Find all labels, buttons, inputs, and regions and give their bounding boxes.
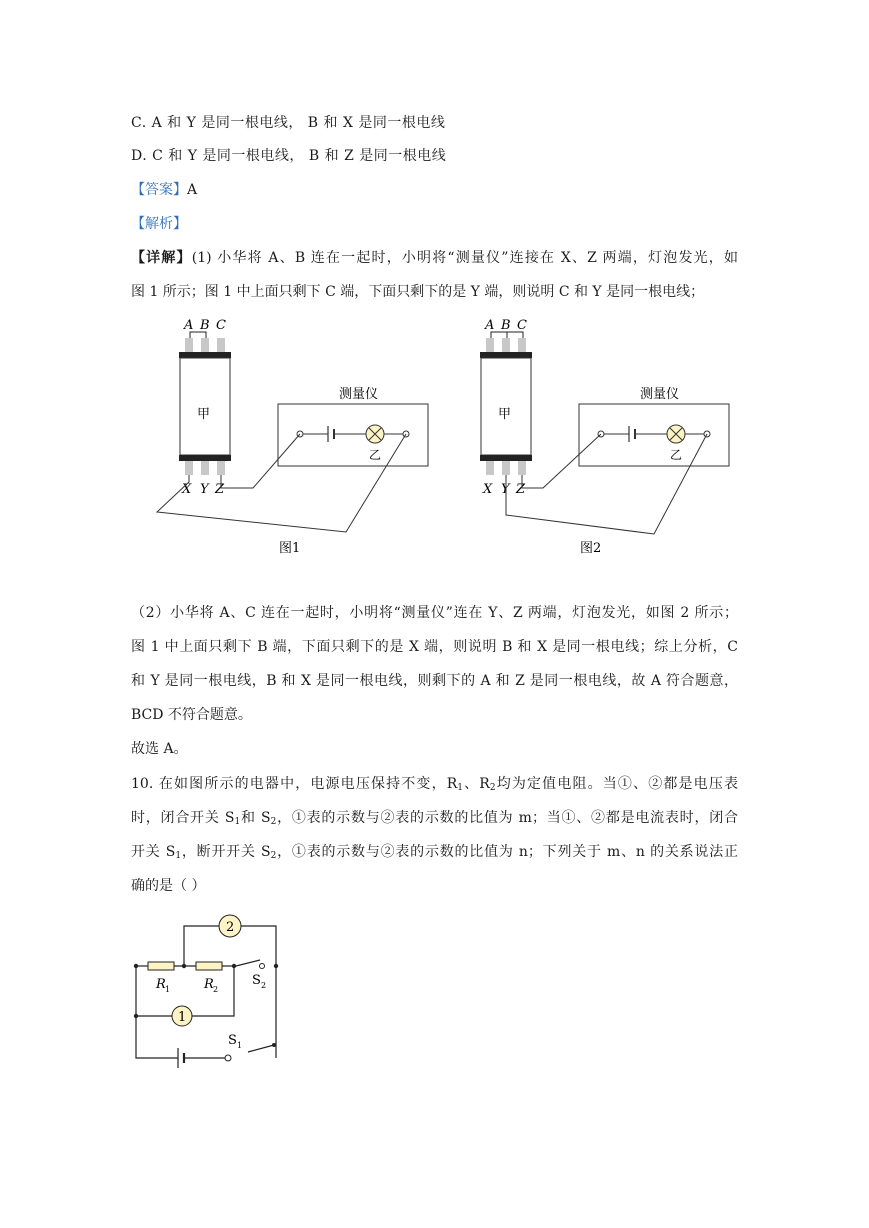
detail-p2-line2: 图 1 中上面只剩下 B 端，下面只剩下的是 X 端，则说明 B 和 X 是同一根电线；综上分析，C xyxy=(131,639,738,655)
fig1-meter-label: 测量仪 xyxy=(339,387,379,402)
s2-sub: 2 xyxy=(261,981,267,990)
fig1-lamp-label: 乙 xyxy=(369,448,382,462)
fig1-terminal-y: Y xyxy=(200,482,209,497)
q10-line2-b: 和 S xyxy=(240,810,271,826)
q10-line2-c: ，①表的示数与②表的示数的比值为 m；当①、②都是电流表时，闭合 xyxy=(276,810,739,826)
resistor-r1 xyxy=(148,962,174,970)
option-c: C. A 和 Y 是同一根电线， B 和 X 是同一根电线 xyxy=(131,115,446,131)
q10-line3-sub1: 1 xyxy=(175,851,182,861)
fig2-pin-y xyxy=(502,461,510,475)
fig1-pin-c xyxy=(217,338,225,352)
s1-contact xyxy=(225,1055,231,1061)
node-r2-right xyxy=(232,964,236,968)
fig1-terminal-c: C xyxy=(216,318,226,333)
circuit-right-wire xyxy=(241,926,276,1058)
node-left-mid xyxy=(134,1014,138,1018)
fig2-meter-node-right xyxy=(704,431,710,437)
fig1-box-label: 甲 xyxy=(197,407,211,422)
analysis-label: 【解析】 xyxy=(131,216,187,232)
fig1-pin-b xyxy=(201,338,209,352)
fig2-pin-x xyxy=(486,461,494,475)
figure-1 xyxy=(157,318,428,556)
q10-line2-a: 时，闭合开关 S xyxy=(131,810,235,826)
r1-sub: 1 xyxy=(165,985,171,994)
q10-line2-sub2: 2 xyxy=(270,817,277,827)
detail-p1-line1: (1) 小华将 A、B 连在一起时，小明将“测量仪”连接在 X、Z 两端，灯泡发光，如 xyxy=(191,250,738,266)
wiring-figures xyxy=(150,312,732,557)
q10-line1-sub1: 1 xyxy=(457,783,463,793)
q10-line3-sub2: 2 xyxy=(270,851,277,861)
fig1-terminal-x: X xyxy=(182,482,192,497)
detail-line-1 xyxy=(131,248,738,268)
fig1-terminal-b: B xyxy=(200,318,210,333)
s1-blade xyxy=(248,1045,274,1052)
resistor-r2 xyxy=(196,962,222,970)
q10-line3-c: ，①表的示数与②表的示数的比值为 n；下列关于 m、n 的关系说法正 xyxy=(276,844,738,860)
fig2-pin-a xyxy=(486,338,494,352)
q10-line1-b: 、R xyxy=(463,776,490,792)
q10-line3 xyxy=(131,842,738,866)
fig2-terminal-y: Y xyxy=(501,482,510,497)
detail-p2-line1: （2）小华将 A、C 连在一起时，小明将“测量仪”连在 Y、Z 两端，灯泡发光，如图 2 所示； xyxy=(131,605,738,621)
figure-2 xyxy=(480,318,729,556)
q10-line4: 确的是（ ） xyxy=(131,878,206,894)
s1-label: S xyxy=(228,1033,237,1048)
circuit-diagram xyxy=(128,908,288,1074)
fig2-terminal-b: B xyxy=(501,318,511,333)
answer-label: 【答案】 xyxy=(131,182,187,198)
s2-contact xyxy=(260,964,265,969)
meter-2-label: 2 xyxy=(226,920,235,935)
node-right xyxy=(274,964,278,968)
fig1-wire-z xyxy=(221,434,300,488)
fig2-pin-b xyxy=(502,338,510,352)
fig2-top-cap xyxy=(480,352,532,358)
r2-label: R xyxy=(204,977,214,992)
q10-line3-b: ，断开开关 S xyxy=(181,844,271,860)
q10-line1-c: 均为定值电阻。当①、②都是电压表 xyxy=(495,776,738,792)
fig1-terminal-z: Z xyxy=(215,482,225,497)
option-d: D. C 和 Y 是同一根电线， B 和 Z 是同一根电线 xyxy=(131,148,447,164)
fig2-wire-z xyxy=(522,434,601,488)
s1-sub: 1 xyxy=(237,1041,243,1050)
q10-line3-a: 开关 S xyxy=(131,844,176,860)
fig1-pin-a xyxy=(185,338,193,352)
q10-line1-a: 10. 在如图所示的电器中，电源电压保持不变，R xyxy=(131,776,458,792)
answer-value: A xyxy=(187,182,198,198)
q10-line1 xyxy=(131,774,738,798)
fig2-meter-label: 测量仪 xyxy=(640,387,680,402)
fig2-caption: 图2 xyxy=(580,541,602,556)
s2-blade xyxy=(236,960,260,966)
fig2-terminal-c: C xyxy=(517,318,527,333)
s1-pivot xyxy=(272,1043,276,1047)
detail-label: 【详解】 xyxy=(131,250,192,266)
meter2-wire xyxy=(184,926,220,966)
meter-1-label: 1 xyxy=(178,1010,187,1025)
fig2-pin-z xyxy=(518,461,526,475)
q10-line1-sub2: 2 xyxy=(489,783,496,793)
fig2-terminal-z: Z xyxy=(516,482,526,497)
fig2-terminal-a: A xyxy=(485,318,495,333)
s2-label: S xyxy=(252,973,261,988)
fig2-pin-c xyxy=(518,338,526,352)
fig1-pin-z xyxy=(217,461,225,475)
q10-line2 xyxy=(131,808,738,832)
fig1-top-cap xyxy=(179,352,231,358)
detail-p1-line2: 图 1 所示；图 1 中上面只剩下 C 端，下面只剩下的是 Y 端，则说明 C 和 Y 是同一根电线； xyxy=(131,284,705,300)
node-r1-r2 xyxy=(182,964,186,968)
fig1-bottom-cap xyxy=(179,455,231,461)
fig1-caption: 图1 xyxy=(279,541,301,556)
fig2-lamp-label: 乙 xyxy=(670,448,683,462)
fig2-bottom-cap xyxy=(480,455,532,461)
fig1-pin-x xyxy=(185,461,193,475)
r2-sub: 2 xyxy=(213,985,219,994)
fig1-pin-y xyxy=(201,461,209,475)
detail-p2-line4: BCD 不符合题意。 xyxy=(131,707,252,723)
fig2-terminal-x: X xyxy=(483,482,493,497)
node-left-top xyxy=(134,964,138,968)
answer-line xyxy=(131,180,197,200)
fig1-terminal-a: A xyxy=(184,318,194,333)
detail-conclusion: 故选 A。 xyxy=(131,741,188,757)
fig2-box-label: 甲 xyxy=(498,407,512,422)
r1-label: R xyxy=(156,977,166,992)
q10-line2-sub1: 1 xyxy=(234,817,241,827)
detail-p2-line3: 和 Y 是同一根电线，B 和 X 是同一根电线，则剩下的 A 和 Z 是同一根电线，故 A 符合题意， xyxy=(131,673,738,689)
